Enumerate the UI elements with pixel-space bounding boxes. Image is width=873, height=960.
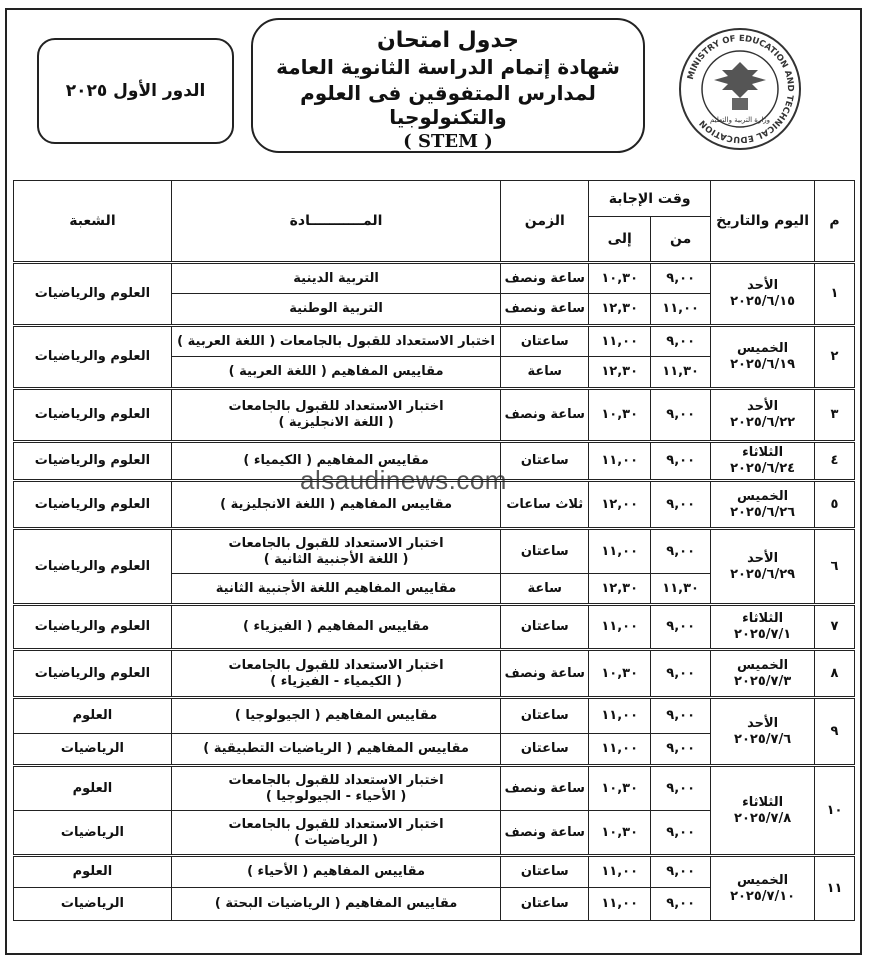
time-to: ١٠,٣٠ xyxy=(589,766,651,811)
row-number: ١ xyxy=(815,263,855,326)
row-number: ٦ xyxy=(815,529,855,605)
time-to: ١١,٠٠ xyxy=(589,326,651,357)
time-from: ٩,٠٠ xyxy=(651,888,711,921)
duration: ساعتان xyxy=(501,326,589,357)
day-date-cell xyxy=(711,650,815,698)
col-branch: الشعبة xyxy=(14,181,172,263)
col-duration: الزمن xyxy=(501,181,589,263)
time-from: ١١,٠٠ xyxy=(651,294,711,326)
day-name: الثلاثاء xyxy=(742,445,784,460)
subject-line: اختبار الاستعداد للقبول بالجامعات xyxy=(228,399,444,414)
branch-cell: العلوم والرياضيات xyxy=(14,326,172,389)
duration: ثلاث ساعات xyxy=(501,481,589,529)
row-number: ٧ xyxy=(815,605,855,650)
subject-cell xyxy=(171,481,500,529)
row-number: ٨ xyxy=(815,650,855,698)
col-num: م xyxy=(815,181,855,263)
subject-line: مقاييس المفاهيم ( اللغة العربية ) xyxy=(228,364,444,379)
duration: ساعتان xyxy=(501,888,589,921)
subject-cell xyxy=(171,442,500,481)
duration: ساعة xyxy=(501,574,589,605)
row-number: ١١ xyxy=(815,856,855,921)
day-date-cell xyxy=(711,481,815,529)
col-subject: المـــــــــــادة xyxy=(171,181,500,263)
svg-text:وزارة التربية والتعليم: وزارة التربية والتعليم xyxy=(709,116,771,124)
duration: ساعة xyxy=(501,357,589,389)
exam-session: الدور الأول ٢٠٢٥ xyxy=(37,38,234,144)
exam-date: ٢٠٢٥/٦/٢٩ xyxy=(730,566,796,582)
table-row xyxy=(14,766,855,811)
day-date-cell xyxy=(711,605,815,650)
subject-cell xyxy=(171,389,500,442)
time-from: ٩,٠٠ xyxy=(651,442,711,481)
subject-line: التربية الدينية xyxy=(293,270,379,286)
time-from: ٩,٠٠ xyxy=(651,856,711,888)
table-row xyxy=(14,442,855,481)
row-number: ٣ xyxy=(815,389,855,442)
branch-cell: الرياضيات xyxy=(14,811,172,856)
time-to: ١٠,٣٠ xyxy=(589,811,651,856)
time-from: ٩,٠٠ xyxy=(651,481,711,529)
time-to: ١١,٠٠ xyxy=(589,856,651,888)
duration: ساعتان xyxy=(501,605,589,650)
time-to: ١٢,٠٠ xyxy=(589,481,651,529)
time-to: ١٠,٣٠ xyxy=(589,389,651,442)
subject-cell xyxy=(171,357,500,389)
exam-date: ٢٠٢٥/٧/٨ xyxy=(734,810,792,826)
duration: ساعة ونصف xyxy=(501,263,589,294)
time-from: ٩,٠٠ xyxy=(651,389,711,442)
subject-cell xyxy=(171,574,500,605)
exam-date: ٢٠٢٥/٧/٣ xyxy=(734,673,792,689)
branch-cell: العلوم والرياضيات xyxy=(14,529,172,605)
table-row xyxy=(14,698,855,734)
table-row xyxy=(14,389,855,442)
table-row xyxy=(14,481,855,529)
exam-date: ٢٠٢٥/٦/٢٢ xyxy=(730,415,796,430)
col-from: من xyxy=(651,217,711,263)
branch-cell: العلوم والرياضيات xyxy=(14,605,172,650)
duration: ساعتان xyxy=(501,529,589,574)
duration: ساعة ونصف xyxy=(501,811,589,856)
branch-cell: العلوم xyxy=(14,698,172,734)
time-from: ٩,٠٠ xyxy=(651,698,711,734)
subject-line: مقاييس المفاهيم ( الفيزياء ) xyxy=(243,619,430,634)
day-name: الخميس xyxy=(737,341,789,356)
day-date-cell xyxy=(711,766,815,856)
subject-line: ( اللغة الأجنبية الثانية ) xyxy=(263,551,409,567)
time-to: ١١,٠٠ xyxy=(589,888,651,921)
row-number: ٤ xyxy=(815,442,855,481)
time-to: ١١,٠٠ xyxy=(589,442,651,481)
exam-date: ٢٠٢٥/٧/٦ xyxy=(734,731,792,747)
subject-line: مقاييس المفاهيم ( الرياضيات البحتة ) xyxy=(214,896,458,911)
table-row xyxy=(14,263,855,294)
time-from: ٩,٠٠ xyxy=(651,529,711,574)
day-date-cell xyxy=(711,698,815,766)
day-date-cell xyxy=(711,529,815,605)
time-from: ٩,٠٠ xyxy=(651,734,711,766)
time-to: ١٢,٣٠ xyxy=(589,574,651,605)
subject-line: مقاييس المفاهيم ( الأحياء ) xyxy=(247,864,426,879)
branch-cell: العلوم والرياضيات xyxy=(14,442,172,481)
exam-date: ٢٠٢٥/٧/١ xyxy=(734,627,792,642)
subject-line: مقاييس المفاهيم ( الجيولوجيا ) xyxy=(234,708,438,723)
time-to: ١٢,٣٠ xyxy=(589,357,651,389)
day-name: الأحد xyxy=(747,715,779,731)
exam-date: ٢٠٢٥/٦/٢٤ xyxy=(730,461,796,476)
subject-line: اختبار الاستعداد للقبول بالجامعات xyxy=(228,772,444,788)
title-line-3: لمدارس المتفوقين فى العلوم والتكنولوجيا xyxy=(300,81,596,129)
col-to: إلى xyxy=(589,217,651,263)
exam-date: ٢٠٢٥/٦/١٥ xyxy=(730,294,796,309)
subject-line: مقاييس المفاهيم ( الرياضيات التطبيقية ) xyxy=(203,741,469,756)
duration: ساعة ونصف xyxy=(501,766,589,811)
day-date-cell xyxy=(711,389,815,442)
subject-line: اختبار الاستعداد للقبول بالجامعات xyxy=(228,816,444,832)
duration: ساعتان xyxy=(501,856,589,888)
day-name: الخميس xyxy=(737,488,789,504)
time-from: ١١,٣٠ xyxy=(651,574,711,605)
row-number: ١٠ xyxy=(815,766,855,856)
table-row xyxy=(14,605,855,650)
subject-line: اختبار الاستعداد للقبول بالجامعات xyxy=(228,535,444,551)
subject-cell xyxy=(171,766,500,811)
branch-cell: العلوم xyxy=(14,766,172,811)
branch-cell: العلوم والرياضيات xyxy=(14,389,172,442)
day-name: الثلاثاء xyxy=(742,611,784,626)
time-to: ١١,٠٠ xyxy=(589,529,651,574)
branch-cell: العلوم xyxy=(14,856,172,888)
time-from: ٩,٠٠ xyxy=(651,326,711,357)
branch-cell: العلوم والرياضيات xyxy=(14,481,172,529)
subject-cell xyxy=(171,888,500,921)
duration: ساعتان xyxy=(501,442,589,481)
subject-cell xyxy=(171,529,500,574)
row-number: ٢ xyxy=(815,326,855,389)
subject-cell xyxy=(171,734,500,766)
subject-line: ( الكيمياء - الفيزياء ) xyxy=(270,673,402,689)
subject-cell xyxy=(171,326,500,357)
day-name: الأحد xyxy=(747,550,779,566)
time-from: ٩,٠٠ xyxy=(651,650,711,698)
time-to: ١١,٠٠ xyxy=(589,734,651,766)
col-answer-time: وقت الإجابة xyxy=(589,181,711,217)
time-to: ١٢,٣٠ xyxy=(589,294,651,326)
subject-line: ( الرياضيات ) xyxy=(294,832,379,848)
ministry-logo-icon xyxy=(677,26,803,152)
day-date-cell xyxy=(711,263,815,326)
col-day-date: اليوم والتاريخ xyxy=(711,181,815,263)
subject-line: مقاييس المفاهيم ( الكيمياء ) xyxy=(243,453,429,468)
subject-line: مقاييس المفاهيم اللغة الأجنبية الثانية xyxy=(215,580,457,596)
branch-cell: الرياضيات xyxy=(14,734,172,766)
title-box xyxy=(251,18,645,153)
day-date-cell xyxy=(711,442,815,481)
duration: ساعتان xyxy=(501,734,589,766)
duration: ساعة ونصف xyxy=(501,650,589,698)
branch-cell: الرياضيات xyxy=(14,888,172,921)
time-to: ١١,٠٠ xyxy=(589,698,651,734)
time-from: ١١,٣٠ xyxy=(651,357,711,389)
exam-schedule-table xyxy=(13,180,855,921)
svg-text:MINISTRY OF EDUCATION AND TECH: MINISTRY OF EDUCATION AND TECHNICAL EDUCATION xyxy=(685,33,796,145)
subject-cell xyxy=(171,294,500,326)
exam-date: ٢٠٢٥/٦/٢٦ xyxy=(730,504,796,520)
day-date-cell xyxy=(711,326,815,389)
day-name: الأحد xyxy=(747,399,779,414)
subject-line: مقاييس المفاهيم ( اللغة الانجليزية ) xyxy=(220,496,453,512)
time-from: ٩,٠٠ xyxy=(651,263,711,294)
title-line-4: ( STEM ) xyxy=(403,131,493,152)
subject-line: ( الأحياء - الجيولوجيا ) xyxy=(265,788,407,804)
subject-cell xyxy=(171,605,500,650)
subject-cell xyxy=(171,650,500,698)
exam-date: ٢٠٢٥/٧/١٠ xyxy=(730,888,796,904)
table-row xyxy=(14,529,855,574)
time-to: ١١,٠٠ xyxy=(589,605,651,650)
time-from: ٩,٠٠ xyxy=(651,766,711,811)
duration: ساعتان xyxy=(501,698,589,734)
subject-line: اختبار الاستعداد للقبول بالجامعات xyxy=(228,657,444,673)
day-name: الثلاثاء xyxy=(742,794,784,810)
watermark: alsaudinews.com xyxy=(300,465,507,495)
subject-cell xyxy=(171,856,500,888)
duration: ساعة ونصف xyxy=(501,294,589,326)
day-name: الأحد xyxy=(747,278,779,293)
table-row xyxy=(14,856,855,888)
duration: ساعة ونصف xyxy=(501,389,589,442)
title-line-1: جدول امتحان xyxy=(376,28,520,53)
time-to: ١٠,٣٠ xyxy=(589,650,651,698)
day-name: الخميس xyxy=(737,872,789,888)
branch-cell: العلوم والرياضيات xyxy=(14,650,172,698)
row-number: ٩ xyxy=(815,698,855,766)
table-row xyxy=(14,650,855,698)
day-date-cell xyxy=(711,856,815,921)
exam-date: ٢٠٢٥/٦/١٩ xyxy=(730,357,796,372)
subject-line: ( اللغة الانجليزية ) xyxy=(278,415,394,430)
time-from: ٩,٠٠ xyxy=(651,811,711,856)
subject-cell xyxy=(171,811,500,856)
subject-cell xyxy=(171,698,500,734)
subject-cell xyxy=(171,263,500,294)
time-to: ١٠,٣٠ xyxy=(589,263,651,294)
branch-cell: العلوم والرياضيات xyxy=(14,263,172,326)
title-line-2: شهادة إتمام الدراسة الثانوية العامة xyxy=(276,55,620,79)
time-from: ٩,٠٠ xyxy=(651,605,711,650)
table-row xyxy=(14,326,855,357)
row-number: ٥ xyxy=(815,481,855,529)
subject-line: اختبار الاستعداد للقبول بالجامعات ( اللغة العربية ) xyxy=(177,333,495,349)
day-name: الخميس xyxy=(737,657,789,673)
subject-line: التربية الوطنية xyxy=(289,301,383,316)
